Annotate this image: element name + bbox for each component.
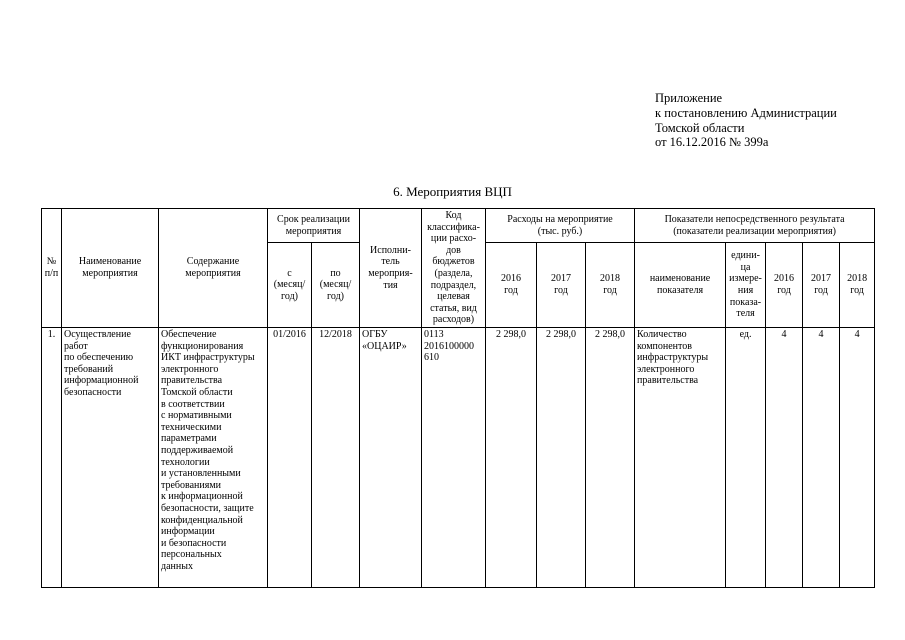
header-content: Содержание мероприятия	[159, 209, 268, 328]
row-exp-2018: 2 298,0	[586, 328, 635, 588]
header-results: Показатели непосредственного результата (показатели реализации мероприятия)	[635, 209, 875, 243]
approval-block	[655, 91, 837, 150]
row-res-2018: 4	[840, 328, 875, 588]
header-budget-code: Код классифика- ции расхо- дов бюджетов (раздела, подраздел, целевая статья, вид расходов)	[422, 209, 486, 328]
row-period-to: 12/2018	[312, 328, 360, 588]
row-period-from: 01/2016	[268, 328, 312, 588]
header-res-2017: 2017 год	[803, 243, 840, 328]
header-exp-2017: 2017 год	[537, 243, 586, 328]
approval-line: к постановлению Администрации	[655, 105, 837, 120]
row-exp-2016: 2 298,0	[486, 328, 537, 588]
row-res-2017: 4	[803, 328, 840, 588]
measures-table	[41, 208, 875, 588]
header-unit: едини- ца измере- ния показа- теля	[726, 243, 766, 328]
header-res-2016: 2016 год	[766, 243, 803, 328]
row-num: 1.	[42, 328, 62, 588]
header-indicator-name: наименование показателя	[635, 243, 726, 328]
row-indicator: Количество компонентов инфраструктуры электронного правительства	[635, 328, 726, 588]
approval-line: Приложение	[655, 91, 723, 105]
header-name: Наименование мероприятия	[62, 209, 159, 328]
header-res-2018: 2018 год	[840, 243, 875, 328]
table-row	[42, 328, 875, 588]
header-exp-2016: 2016 год	[486, 243, 537, 328]
row-budget-code: 0113 2016100000 610	[422, 328, 486, 588]
row-content: Обеспечение функционирования ИКТ инфраструктуры электронного правительства Томской области в соответствии с нормативными техническими параметрами поддерживаемой технологии и установленными требованиями к информационной безопасности, защите конфиденциальной информации и безопасности персональных данных	[159, 328, 268, 588]
row-name: Осуществление работ по обеспечению требований информационной безопасности	[62, 328, 159, 588]
header-num: № п/п	[42, 209, 62, 328]
header-executor: Исполни- тель мероприя- тия	[360, 209, 422, 328]
header-period-to: по (месяц/ год)	[312, 243, 360, 328]
header-period-from: с (месяц/ год)	[268, 243, 312, 328]
header-expenses: Расходы на мероприятие (тыс. руб.)	[486, 209, 635, 243]
header-exp-2018: 2018 год	[586, 243, 635, 328]
row-unit: ед.	[726, 328, 766, 588]
header-period: Срок реализации мероприятия	[268, 209, 360, 243]
approval-line: Томской области	[655, 120, 745, 135]
row-executor: ОГБУ «ОЦАИР»	[360, 328, 422, 588]
section-title: 6. Мероприятия ВЦП	[393, 184, 512, 199]
row-res-2016: 4	[766, 328, 803, 588]
row-exp-2017: 2 298,0	[537, 328, 586, 588]
approval-line: от 16.12.2016 № 399а	[655, 135, 769, 150]
